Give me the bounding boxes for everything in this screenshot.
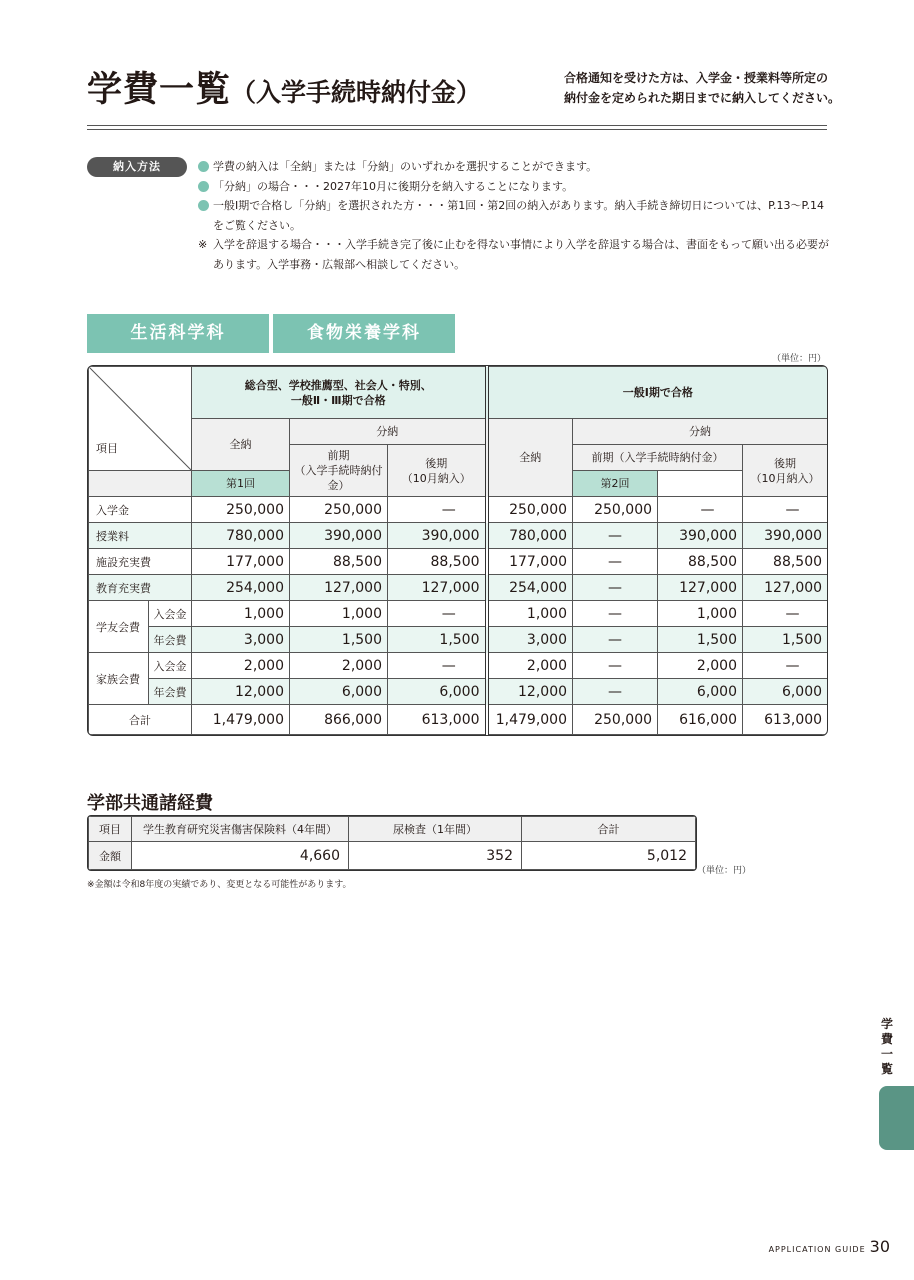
header-rule-bottom [87, 129, 827, 130]
value-cell: 2,000 [290, 653, 388, 679]
row-sublabel: 年会費 [149, 679, 192, 705]
value-cell: 177,000 [192, 549, 290, 575]
payment-note [198, 157, 833, 177]
page-number: 30 [869, 1237, 890, 1256]
payment-method-badge: 納入方法 [87, 157, 187, 177]
value-cell: 254,000 [487, 575, 573, 601]
value-cell: 88,500 [658, 549, 743, 575]
value-cell: — [573, 627, 658, 653]
value-cell: 1,000 [487, 601, 573, 627]
table-row [89, 601, 828, 627]
page-title-main: 学費一覧 [87, 70, 232, 110]
row-sublabel: 年会費 [149, 627, 192, 653]
common-header-cell: 項目 [89, 817, 132, 842]
total-row [89, 705, 828, 735]
common-header-cell: 学生教育研究災害傷害保険料（4年間） [132, 817, 349, 842]
value-cell: 88,500 [388, 549, 487, 575]
value-cell: 1,500 [658, 627, 743, 653]
row-label: 教育充実費 [89, 575, 192, 601]
value-cell: — [743, 601, 828, 627]
caution-mark: ※ [198, 238, 208, 251]
value-cell: — [573, 653, 658, 679]
value-cell: 1,000 [290, 601, 388, 627]
table-row [89, 523, 828, 549]
value-cell: 6,000 [658, 679, 743, 705]
bullet-dot-icon [198, 161, 209, 172]
group-label-student-association: 学友会費 [89, 601, 149, 653]
value-cell: 390,000 [658, 523, 743, 549]
value-cell: 12,000 [192, 679, 290, 705]
first-half-note: （入学手続時納付金） [294, 464, 383, 492]
second-half-note: （10月納入） [750, 471, 820, 485]
value-cell: 390,000 [743, 523, 828, 549]
payment-note-text: 学費の納入は「全納」または「分納」のいずれかを選択することができます。 [213, 160, 598, 173]
side-index-label: 学費一覧 [880, 1017, 893, 1076]
total-cell: 250,000 [573, 705, 658, 735]
payment-note [198, 177, 833, 197]
second-half-header-a [388, 445, 487, 497]
value-cell: 127,000 [743, 575, 828, 601]
value-cell: 6,000 [743, 679, 828, 705]
lead-line-2: 納付金を定められた期日までに納入してください。 [564, 91, 841, 105]
value-cell: 1,000 [192, 601, 290, 627]
table-row [89, 679, 828, 705]
lead-text [564, 68, 840, 108]
total-label: 合計 [89, 705, 192, 735]
bullet-dot-icon [198, 181, 209, 192]
value-cell: 390,000 [290, 523, 388, 549]
value-cell: 6,000 [388, 679, 487, 705]
payment-note [198, 196, 833, 235]
group-a-header: 総合型、学校推薦型、社会人・特別、一般Ⅱ・Ⅲ期で合格 [192, 367, 487, 419]
payment-caution-text: 入学を辞退する場合・・・入学手続き完了後に止むを得ない事情により入学を辞退する場合は、書面をもって願い出る必要があります。入学事務・広報部へ相談してください。 [213, 238, 829, 271]
group-label-family-association: 家族会費 [89, 653, 149, 705]
value-cell: 390,000 [388, 523, 487, 549]
page-title-sub: （入学手続時納付金） [231, 78, 482, 107]
value-cell: 6,000 [290, 679, 388, 705]
value-cell: 127,000 [388, 575, 487, 601]
common-value-cell: 352 [349, 842, 522, 870]
row-sublabel: 入会金 [149, 601, 192, 627]
page-footer [769, 1237, 890, 1256]
common-value-cell: 4,660 [132, 842, 349, 870]
value-cell: — [573, 575, 658, 601]
value-cell: — [388, 497, 487, 523]
common-value-row [89, 842, 696, 870]
table-row [89, 627, 828, 653]
payment-note-text: 一般Ⅰ期で合格し「分納」を選択された方・・・第1回・第2回の納入があります。納入手続き締切日については、P.13〜P.14をご覧ください。 [213, 199, 824, 232]
value-cell: 177,000 [487, 549, 573, 575]
common-fees-unit: （単位：円） [697, 866, 752, 876]
fee-table [87, 365, 828, 736]
value-cell: — [573, 523, 658, 549]
value-cell: 250,000 [573, 497, 658, 523]
row-sublabel: 入会金 [149, 653, 192, 679]
full-payment-header-b: 全納 [487, 419, 573, 497]
header-spacer [89, 471, 192, 497]
value-cell: 250,000 [290, 497, 388, 523]
second-half-label: 後期 [774, 456, 797, 470]
installment-header-b: 分納 [573, 419, 828, 445]
value-cell: — [388, 653, 487, 679]
value-cell: 88,500 [290, 549, 388, 575]
footer-guide-label: APPLICATION GUIDE [768, 1245, 866, 1254]
payment-caution [198, 235, 833, 274]
second-half-header-b [743, 445, 828, 497]
lead-line-1: 合格通知を受けた方は、入学金・授業料等所定の [564, 71, 829, 85]
value-cell: 2,000 [487, 653, 573, 679]
value-cell: — [658, 497, 743, 523]
total-cell: 616,000 [658, 705, 743, 735]
round2-header: 第2回 [573, 471, 658, 497]
common-header-cell: 合計 [522, 817, 696, 842]
common-row-label: 金額 [89, 842, 132, 870]
table-row [89, 653, 828, 679]
value-cell: 2,000 [192, 653, 290, 679]
first-half-label: 前期 [327, 449, 350, 462]
item-header-cell [89, 367, 192, 471]
value-cell: 1,500 [290, 627, 388, 653]
value-cell: 254,000 [192, 575, 290, 601]
total-cell: 1,479,000 [487, 705, 573, 735]
common-fees-table [87, 815, 697, 871]
row-label: 授業料 [89, 523, 192, 549]
installment-header-a: 分納 [290, 419, 487, 445]
value-cell: — [388, 601, 487, 627]
value-cell: 88,500 [743, 549, 828, 575]
first-half-header-a [290, 445, 388, 497]
tab-food-nutrition: 食物栄養学科 [273, 314, 455, 353]
common-header-cell: 尿検査（1年間） [349, 817, 522, 842]
common-header-row [89, 817, 696, 842]
value-cell: 780,000 [487, 523, 573, 549]
value-cell: 12,000 [487, 679, 573, 705]
value-cell: — [573, 549, 658, 575]
value-cell: 2,000 [658, 653, 743, 679]
value-cell: — [573, 679, 658, 705]
full-payment-header-a: 全納 [192, 419, 290, 471]
first-half-header-b: 前期（入学手続時納付金） [573, 445, 743, 471]
row-label: 施設充実費 [89, 549, 192, 575]
total-cell: 866,000 [290, 705, 388, 735]
table-row [89, 549, 828, 575]
second-half-label: 後期 [425, 456, 448, 470]
fee-table-unit: （単位：円） [771, 354, 826, 364]
payment-notes [198, 157, 833, 274]
total-cell: 1,479,000 [192, 705, 290, 735]
common-value-cell: 5,012 [522, 842, 696, 870]
table-row [89, 497, 828, 523]
bullet-dot-icon [198, 200, 209, 211]
tab-life-science: 生活科学科 [87, 314, 269, 353]
value-cell: 3,000 [487, 627, 573, 653]
row-label: 入学金 [89, 497, 192, 523]
side-index-tab [879, 1086, 914, 1150]
common-fees-title: 学部共通諸経費 [87, 793, 213, 814]
value-cell: 250,000 [487, 497, 573, 523]
header-rule-top [87, 125, 827, 126]
value-cell: — [743, 653, 828, 679]
table-row [89, 575, 828, 601]
page-title [87, 62, 481, 112]
value-cell: 1,500 [743, 627, 828, 653]
round1-header: 第1回 [192, 471, 290, 497]
value-cell: 127,000 [290, 575, 388, 601]
group-b-header: 一般Ⅰ期で合格 [487, 367, 828, 419]
second-half-note: （10月納入） [401, 471, 471, 485]
diagonal-line-icon [89, 367, 191, 470]
value-cell: 250,000 [192, 497, 290, 523]
total-cell: 613,000 [743, 705, 828, 735]
value-cell: 127,000 [658, 575, 743, 601]
value-cell: — [743, 497, 828, 523]
item-header-label: 項目 [96, 442, 118, 455]
payment-note-text: 「分納」の場合・・・2027年10月に後期分を納入することになります。 [213, 179, 574, 193]
value-cell: 3,000 [192, 627, 290, 653]
total-cell: 613,000 [388, 705, 487, 735]
value-cell: 1,000 [658, 601, 743, 627]
value-cell: — [573, 601, 658, 627]
common-fees-footnote: ※金額は令和8年度の実績であり、変更となる可能性があります。 [87, 880, 352, 890]
value-cell: 1,500 [388, 627, 487, 653]
value-cell: 780,000 [192, 523, 290, 549]
